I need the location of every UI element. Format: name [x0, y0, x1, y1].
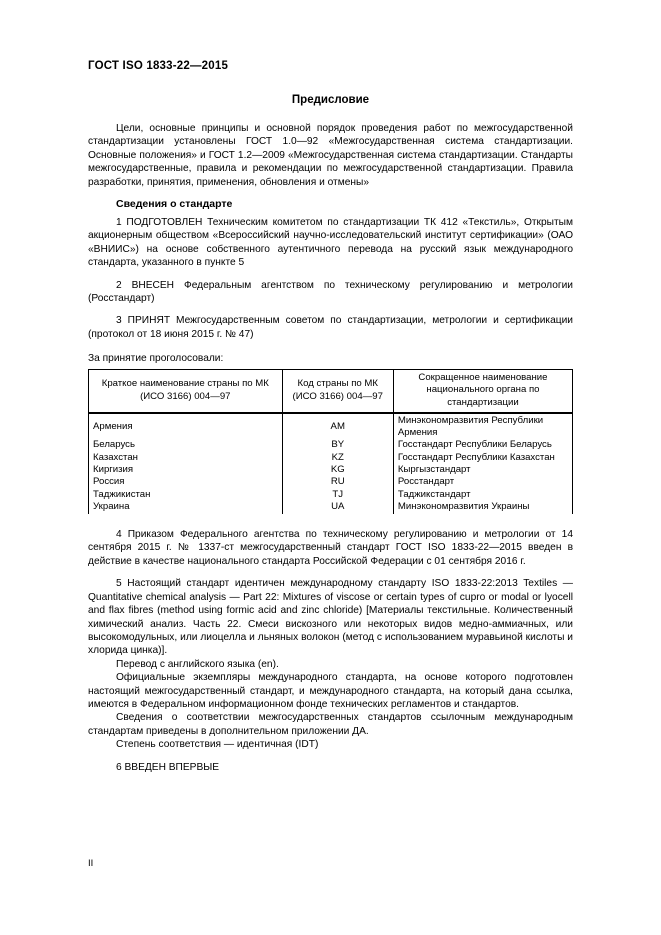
vote-label: За принятие проголосовали: — [88, 353, 224, 365]
page-title: Предисловие — [291, 94, 370, 106]
table-row — [89, 464, 573, 476]
table-row — [89, 413, 573, 439]
foreword-item-3: 3 ПРИНЯТ Межгосударственным советом по стандартизации, метрологии и сертификации (протокол от 18 июня 2015 г. № 47) — [88, 315, 573, 340]
cell-body: Минэкономразвития Республики Армения — [393, 413, 572, 439]
cell-code: UA — [282, 501, 393, 514]
page-number: II — [88, 858, 94, 869]
table-row — [89, 501, 573, 514]
foreword-item-2: 2 ВНЕСЕН Федеральным агентством по техническому регулированию и метрологии (Росстандарт) — [88, 279, 573, 305]
cell-country: Казахстан — [89, 452, 283, 464]
cell-code: BY — [282, 439, 393, 451]
cell-body: Таджикстандарт — [393, 488, 572, 500]
cell-code: TJ — [282, 488, 393, 500]
cell-country: Таджикистан — [89, 488, 283, 500]
column-header-country: Краткое наименование страны по МК (ИСО 3166) 004—97 — [89, 370, 283, 413]
vote-table — [88, 369, 573, 514]
foreword-item-4: 4 Приказом Федерального агентства по техническому регулированию и метрологии от 14 сентября 2015 г. № 1337-ст межгосударственный стандарт ГОСТ ISO 1833-22—2015 введен в действие в качестве национального стандарта Российской Федерации с 01 сентября 2016 г. — [88, 529, 573, 567]
cell-country: Украина — [89, 501, 283, 514]
cell-country: Россия — [89, 476, 283, 488]
cell-body: Росстандарт — [393, 476, 572, 488]
table-row — [89, 476, 573, 488]
table-row — [89, 452, 573, 464]
column-header-body: Сокращенное наименование национального органа по стандартизации — [393, 370, 572, 413]
cell-code: KZ — [282, 452, 393, 464]
cell-body: Госстандарт Республики Беларусь — [393, 439, 572, 451]
foreword-item-5: 5 Настоящий стандарт идентичен международному стандарту ISO 1833-22:2013 Textiles — Quantitative chemical analysis — Part 22: Mixtures of viscose or certain types of cupro or modal or lyocell and flax fibres (method using formic acid and zinc chloride) [Материалы текстильные. Количественный химический анализ. Часть 22. Смеси вискозного или некоторых видов медно-аммиачных, или высокомодульных, или лиоцелла и льняных волокон (метод с использованием муравьиной кислоты и хлорида цинка)]. — [88, 578, 573, 657]
vote-table-head — [89, 370, 573, 413]
cell-country: Беларусь — [89, 439, 283, 451]
column-header-code: Код страны по МК (ИСО 3166) 004—97 — [282, 370, 393, 413]
foreword-item-5-degree-of-compliance: Степень соответствия — идентичная (IDT) — [116, 739, 319, 751]
cell-body: Кыргызстандарт — [393, 464, 572, 476]
cell-code: KG — [282, 464, 393, 476]
cell-body: Минэкономразвития Украины — [393, 501, 572, 514]
table-row — [89, 488, 573, 500]
cell-body: Госстандарт Республики Казахстан — [393, 452, 572, 464]
foreword-item-5-translation: Перевод с английского языка (en). — [116, 658, 279, 670]
cell-code: AM — [282, 413, 393, 439]
table-header-row — [89, 370, 573, 413]
foreword-item-5-compliance-info: Сведения о соответствии межгосударственных стандартов ссылочным международным стандартам приведены в дополнительном приложении ДА. — [88, 712, 573, 737]
vote-table-body — [89, 413, 573, 514]
cell-country: Киргизия — [89, 464, 283, 476]
page-content — [88, 60, 573, 783]
foreword-intro-paragraph: Цели, основные принципы и основной порядок проведения работ по межгосударственной стандартизации установлены ГОСТ 1.0—92 «Межгосударственная система стандартизации. Основные положения» и ГОСТ 1.2—2009 «Межгосударственная система стандартизации. Стандарты межгосударственные, правила и рекомендации по межгосударственной стандартизации. Правила разработки, принятия, применения, обновления и отмены» — [88, 123, 573, 188]
foreword-item-6: 6 ВВЕДЕН ВПЕРВЫЕ — [116, 761, 220, 773]
cell-country: Армения — [89, 413, 283, 439]
standard-info-heading: Сведения о стандарте — [116, 198, 233, 211]
document-header-标准-number: ГОСТ ISO 1833-22—2015 — [88, 60, 229, 72]
foreword-item-5-official-copies: Официальные экземпляры международного стандарта, на основе которого подготовлен настоящий межгосударственный стандарт, и международного стандарта, на который дана ссылка, имеются в Федеральном информационном фонде технических регламентов и стандартов. — [88, 672, 573, 710]
foreword-item-1: 1 ПОДГОТОВЛЕН Техническим комитетом по стандартизации ТК 412 «Текстиль», Открытым акционерным обществом «Всероссийский научно-исследовательский институт сертификации» (ОАО «ВНИИС») на основе собственного аутентичного перевода на русский язык международного стандарта, указанного в пункте 5 — [88, 217, 573, 269]
table-row — [89, 439, 573, 451]
cell-code: RU — [282, 476, 393, 488]
